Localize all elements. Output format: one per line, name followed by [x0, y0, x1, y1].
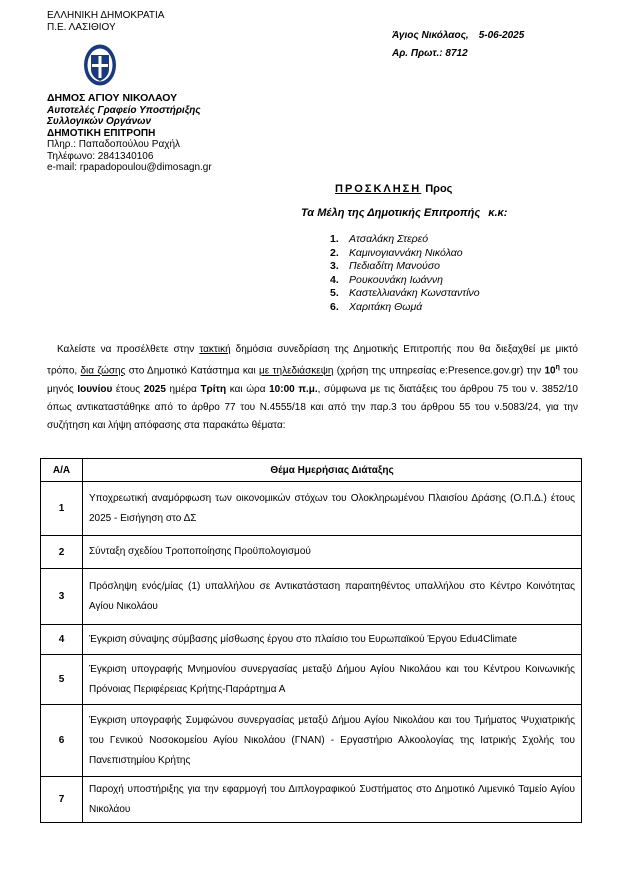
body-text: του μηνός — [47, 365, 579, 395]
coat-of-arms-emblem — [83, 43, 117, 87]
recipients-kk: κ.κ: — [488, 207, 508, 219]
municipality-name: ΔΗΜΟΣ ΑΓΙΟΥ ΝΙΚΟΛΑΟΥ — [47, 92, 178, 104]
date-value: 5-06-2025 — [478, 30, 525, 41]
meeting-time: 10:00 π.μ. — [269, 383, 318, 395]
body-text: δημόσια συνεδρίαση της Δημοτικής Επιτροπής που θα διεξαχθεί με μικτό τρόπο, — [47, 344, 578, 377]
row-number: 1 — [41, 482, 83, 536]
row-topic: Έγκριση υπογραφής Συμφώνου συνεργασίας μεταξύ Δήμου Αγίου Νικολάου και του Τμήματος Ψυχιατρικής του Γενικού Νοσοκομείου Αγίου Νικολάου (ΓΝΑΝ) - Εργαστήριο Αλκοολογίας της Ιατρικής Σχολής του Πανεπιστημίου Κρήτης — [83, 705, 582, 777]
member-name: Χαριτάκη Θωμά — [349, 300, 423, 313]
row-number: 6 — [41, 705, 83, 777]
body-text-underlined: τακτική — [199, 344, 231, 355]
member-name: Καμινογιαννάκη Νικόλαο — [349, 246, 463, 259]
body-text: Καλείστε να προσέλθετε στην — [57, 344, 200, 355]
meeting-day-suffix: η — [555, 364, 560, 372]
meeting-weekday: Τρίτη — [200, 383, 227, 395]
table-row — [41, 569, 582, 625]
invitation-body — [47, 341, 578, 435]
row-number: 3 — [41, 569, 83, 625]
member-number: 1. — [330, 233, 339, 245]
member-name: Πεδιαδίτη Μανούσο — [349, 260, 440, 272]
row-number: 2 — [41, 536, 83, 569]
invitation-heading: ΠΡΟΣΚΛΗΣΗ — [335, 183, 422, 195]
list-item — [330, 301, 480, 315]
table-row — [41, 705, 582, 777]
list-item — [330, 274, 480, 288]
department-block — [47, 93, 212, 174]
body-text: ημέρα — [165, 383, 201, 395]
body-text-underlined: δια ζώσης — [80, 365, 126, 377]
body-text: και ώρα — [226, 383, 270, 395]
row-topic: Πρόσληψη ενός/μίας (1) υπαλλήλου σε Αντικατάσταση παραιτηθέντος υπαλλήλου στο Κέντρο Κοινότητας Αγίου Νικολάου — [83, 569, 582, 625]
protocol-label: Αρ. Πρωτ.: — [392, 48, 443, 59]
row-number: 7 — [41, 777, 83, 823]
meeting-month: Ιουνίου — [77, 383, 113, 395]
body-text: (χρήση της υπηρεσίας e:Presence.gov.gr) την — [333, 365, 545, 377]
member-name: Καστελλιανάκη Κωνσταντίνο — [349, 287, 480, 299]
member-number: 5. — [330, 287, 339, 299]
column-header-number: Α/Α — [41, 459, 83, 482]
document-meta — [392, 30, 524, 66]
table-row — [41, 482, 582, 536]
members-list — [330, 233, 480, 314]
office-line-2: Συλλογικών Οργάνων — [47, 116, 152, 127]
protocol-number: 8712 — [445, 48, 468, 59]
invitation-to: Προς — [425, 183, 453, 195]
list-item — [330, 260, 480, 274]
column-header-topic: Θέμα Ημερήσιας Διάταξης — [83, 459, 582, 482]
row-topic: Έγκριση υπογραφής Μνημονίου συνεργασίας μεταξύ Δήμου Αγίου Νικολάου και του Κέντρου Κοινωνικής Πρόνοιας Περιφέρειας Κρήτης-Παράρτημα Α — [83, 655, 582, 705]
list-item — [330, 233, 480, 247]
recipients-title: Τα Μέλη της Δημοτικής Επιτροπής — [301, 207, 481, 219]
agenda-table — [40, 458, 582, 823]
row-topic: Παροχή υποστήριξης για την εφαρμογή του Διπλογραφικού Συστήματος στο Δημοτικό Λιμενικό Ταμείο Αγίου Νικολάου — [83, 777, 582, 823]
row-topic: Έγκριση σύναψης σύμβασης μίσθωσης έργου στο πλαίσιο του Ευρωπαϊκού Έργου Edu4Climate — [83, 625, 582, 655]
list-item — [330, 287, 480, 301]
recipients-heading — [301, 207, 507, 219]
member-number: 6. — [330, 300, 339, 313]
issuer-header — [47, 10, 164, 33]
member-name: Ατσαλάκη Στερεό — [349, 233, 429, 245]
email-line: e-mail: rpapadopoulou@dimosagn.gr — [47, 162, 212, 173]
member-number: 2. — [330, 246, 339, 259]
region-label: Π.Ε. ΛΑΣΙΘΙΟΥ — [47, 21, 116, 33]
republic-label: ΕΛΛΗΝΙΚΗ ΔΗΜΟΚΡΑΤΙΑ — [47, 10, 165, 21]
table-row — [41, 625, 582, 655]
row-topic: Σύνταξη σχεδίου Τροποποίησης Προϋπολογισμού — [83, 536, 582, 569]
body-text: έτους — [112, 383, 144, 395]
member-number: 4. — [330, 273, 339, 286]
info-line: Πληρ.: Παπαδοπούλου Ραχήλ — [47, 139, 181, 150]
meeting-day: 10 — [544, 365, 556, 377]
table-header-row — [41, 459, 582, 482]
table-row — [41, 655, 582, 705]
row-number: 4 — [41, 625, 83, 655]
office-line-1: Αυτοτελές Γραφείο Υποστήριξης — [47, 104, 201, 116]
row-number: 5 — [41, 655, 83, 705]
member-number: 3. — [330, 260, 339, 272]
table-row — [41, 536, 582, 569]
list-item — [330, 247, 480, 261]
place-label: Άγιος Νικόλαος, — [392, 30, 469, 41]
committee-name: ΔΗΜΟΤΙΚΗ ΕΠΙΤΡΟΠΗ — [47, 127, 156, 139]
body-text: στο Δημοτικό Κατάστημα και — [125, 365, 260, 377]
invitation-title — [335, 183, 452, 195]
body-text: , σύμφωνα με τις διατάξεις του άρθρου 75 του ν. 3852/10 όπως αντικαταστάθηκε από το άρθρο 77 του Ν.4555/18 και από την παρ.3 του άρθρου 55 του ν.5083/24, για την συζήτηση και λήψη απόφασης στα παρακάτω θέματα: — [47, 383, 578, 432]
phone-line: Τηλέφωνο: 2841340106 — [47, 150, 154, 162]
table-row — [41, 777, 582, 823]
member-name: Ρουκουνάκη Ιωάννη — [349, 273, 443, 286]
row-topic: Υποχρεωτική αναμόρφωση των οικονομικών στόχων του Ολοκληρωμένου Πλαισίου Δράσης (Ο.Π.Δ.) έτους 2025 - Εισήγηση στο ΔΣ — [83, 482, 582, 536]
meeting-year: 2025 — [143, 383, 166, 395]
body-text-underlined: με τηλεδιάσκεψη — [259, 365, 334, 377]
